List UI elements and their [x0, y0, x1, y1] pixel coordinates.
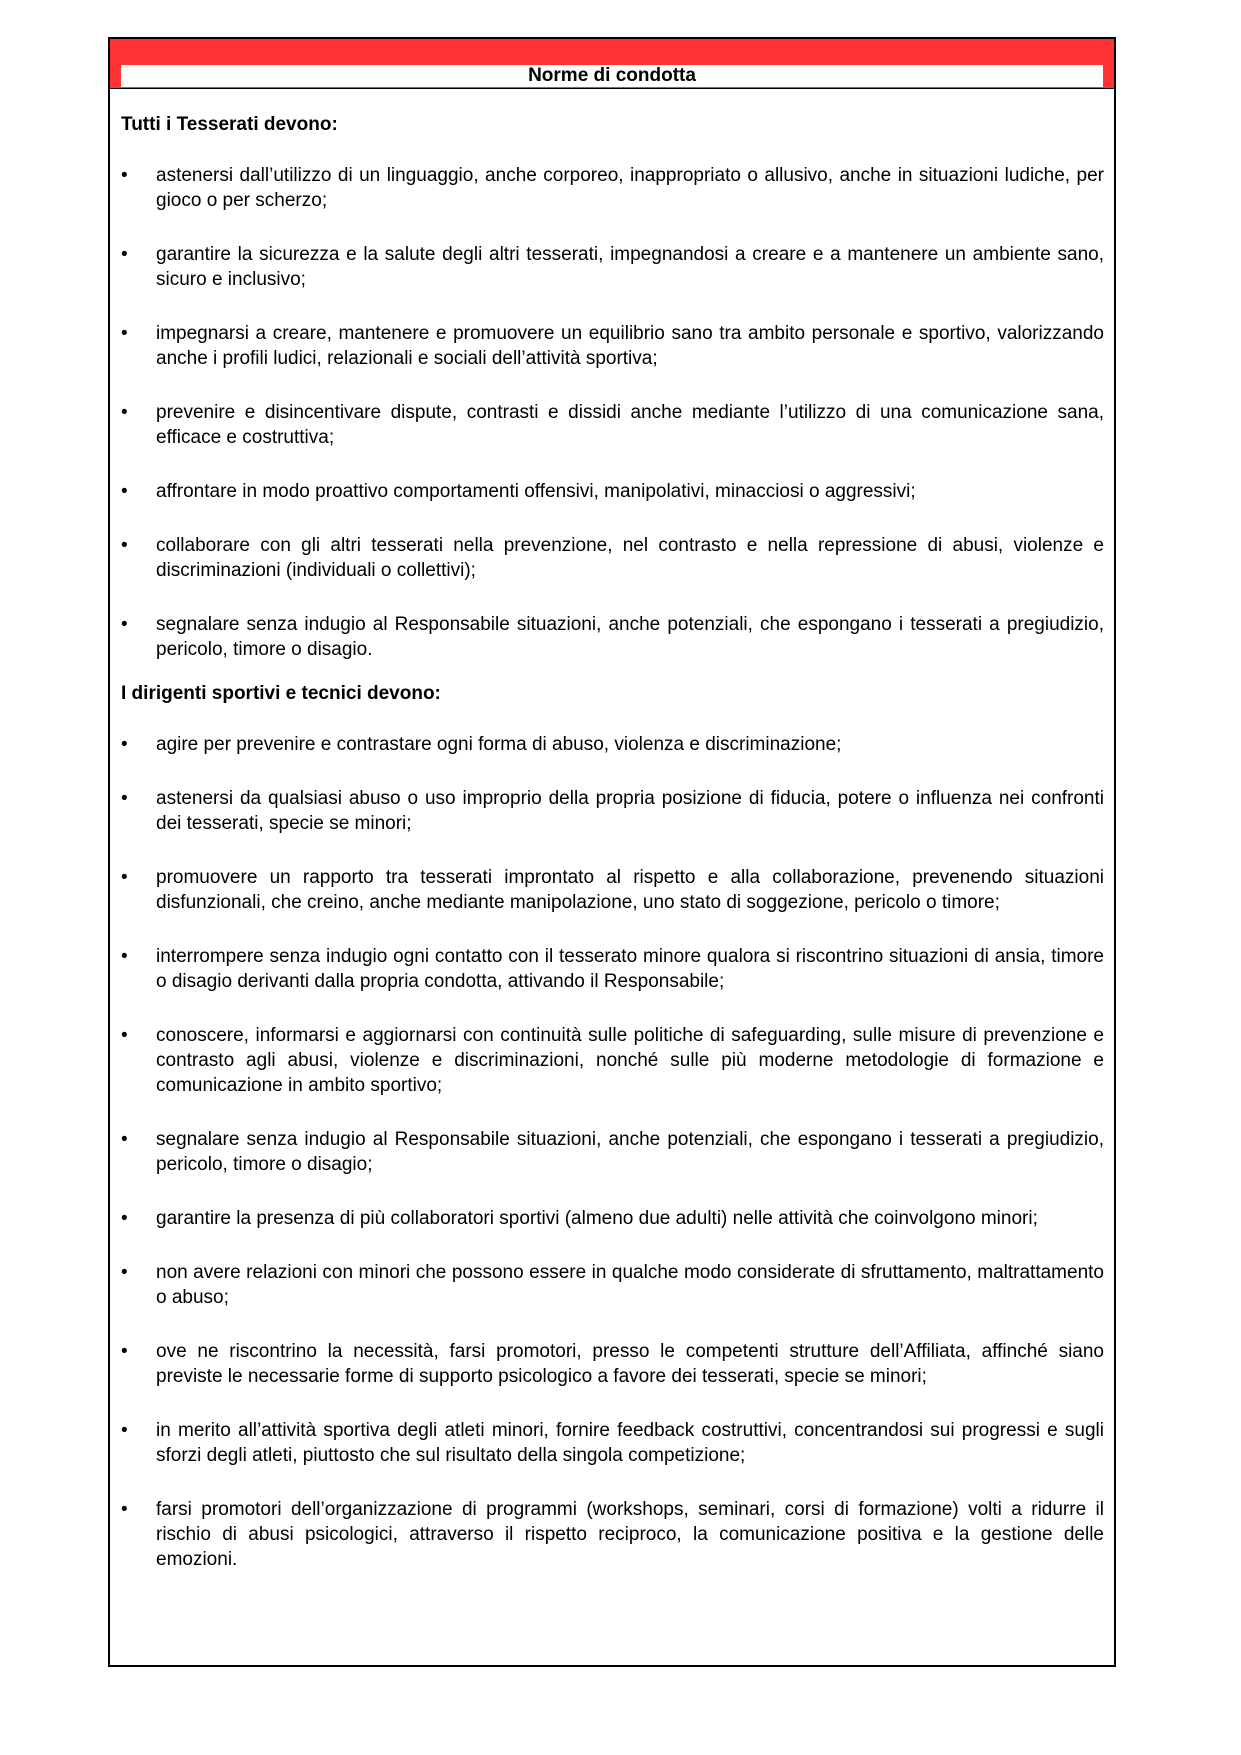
list-item-text: agire per prevenire e contrastare ogni forma di abuso, violenza e discriminazione;: [156, 734, 842, 755]
section-heading-tesserati: Tutti i Tesserati devono:: [121, 114, 338, 135]
list-item-text: prevenire e disincentivare dispute, contrasti e dissidi anche mediante l’utilizzo di una comunicazione sana, efficace e costruttiva;: [156, 402, 1104, 448]
bullet-icon: •: [121, 1262, 128, 1283]
section-title: Norme di condotta: [121, 65, 1103, 87]
list-item: [121, 944, 1104, 994]
list-item-text: non avere relazioni con minori che possono essere in qualche modo considerate di sfruttamento, maltrattamento o abuso;: [156, 1262, 1104, 1308]
list-item: [121, 1206, 1104, 1231]
rules-list-dirigenti: [121, 732, 1104, 1572]
bullet-icon: •: [121, 1129, 128, 1150]
bullet-icon: •: [121, 946, 128, 967]
list-item: [121, 479, 1104, 504]
list-item: [121, 865, 1104, 915]
list-item: [121, 1260, 1104, 1310]
list-item: [121, 1127, 1104, 1177]
list-item: [121, 1023, 1104, 1098]
bullet-icon: •: [121, 323, 128, 344]
list-item-text: conoscere, informarsi e aggiornarsi con continuità sulle politiche di safeguarding, sulle misure di prevenzione e contrasto agli abusi, violenze e discriminazioni, nonché sulle più moderne metodologie di formazione e comunicazione in ambito sportivo;: [156, 1025, 1104, 1096]
list-item-text: farsi promotori dell’organizzazione di programmi (workshops, seminari, corsi di formazione) volti a ridurre il rischio di abusi psicologici, attraverso il rispetto reciproco, la comunicazione positiva e la gestione delle emozioni.: [156, 1499, 1104, 1570]
list-item-text: promuovere un rapporto tra tesserati improntato al rispetto e alla collaborazione, prevenendo situazioni disfunzionali, che creino, anche mediante manipolazione, uno stato di soggezione, pericolo o timore;: [156, 867, 1104, 913]
bullet-icon: •: [121, 244, 128, 265]
bullet-icon: •: [121, 614, 128, 635]
list-item-text: garantire la sicurezza e la salute degli altri tesserati, impegnandosi a creare e a mantenere un ambiente sano, sicuro e inclusivo;: [156, 244, 1104, 290]
bullet-icon: •: [121, 867, 128, 888]
list-item-text: collaborare con gli altri tesserati nella prevenzione, nel contrasto e nella repressione di abusi, violenze e discriminazioni (individuali o collettivi);: [156, 535, 1104, 581]
list-item-text: impegnarsi a creare, mantenere e promuovere un equilibrio sano tra ambito personale e sportivo, valorizzando anche i profili ludici, relazionali e sociali dell’attività sportiva;: [156, 323, 1104, 369]
list-item-text: segnalare senza indugio al Responsabile situazioni, anche potenziali, che espongano i tesserati a pregiudizio, pericolo, timore o disagio.: [156, 614, 1104, 660]
bullet-icon: •: [121, 1341, 128, 1362]
list-item-text: segnalare senza indugio al Responsabile situazioni, anche potenziali, che espongano i tesserati a pregiudizio, pericolo, timore o disagio;: [156, 1129, 1104, 1175]
bullet-icon: •: [121, 1025, 128, 1046]
list-item: [121, 732, 1104, 757]
bullet-icon: •: [121, 734, 128, 755]
list-item: [121, 1418, 1104, 1468]
content-area: [121, 113, 1104, 1572]
list-item: [121, 1339, 1104, 1389]
bullet-icon: •: [121, 1208, 128, 1229]
bullet-icon: •: [121, 165, 128, 186]
header-band: [110, 39, 1114, 89]
bullet-icon: •: [121, 1420, 128, 1441]
list-item-text: affrontare in modo proattivo comportamenti offensivi, manipolativi, minacciosi o aggressivi;: [156, 481, 916, 502]
bullet-icon: •: [121, 788, 128, 809]
list-item-text: astenersi da qualsiasi abuso o uso improprio della propria posizione di fiducia, potere o influenza nei confronti dei tesserati, specie se minori;: [156, 788, 1104, 834]
bullet-icon: •: [121, 402, 128, 423]
list-item-text: interrompere senza indugio ogni contatto con il tesserato minore qualora si riscontrino situazioni di ansia, timore o disagio derivanti dalla propria condotta, attivando il Responsabile;: [156, 946, 1104, 992]
list-item: [121, 400, 1104, 450]
list-item-text: in merito all’attività sportiva degli atleti minori, fornire feedback costruttivi, concentrandosi sui progressi e sugli sforzi degli atleti, piuttosto che sul risultato della singola competizione;: [156, 1420, 1104, 1466]
rules-list-tesserati: [121, 163, 1104, 662]
bullet-icon: •: [121, 1499, 128, 1520]
section-heading-dirigenti: I dirigenti sportivi e tecnici devono:: [121, 683, 441, 704]
bullet-icon: •: [121, 481, 128, 502]
list-item-text: ove ne riscontrino la necessità, farsi promotori, presso le competenti strutture dell’Affiliata, affinché siano previste le necessarie forme di supporto psicologico a favore dei tesserati, specie se minori;: [156, 1341, 1104, 1387]
list-item: [121, 786, 1104, 836]
list-item: [121, 533, 1104, 583]
list-item-text: astenersi dall’utilizzo di un linguaggio, anche corporeo, inappropriato o allusivo, anche in situazioni ludiche, per gioco o per scherzo;: [156, 165, 1104, 211]
list-item: [121, 612, 1104, 662]
conduct-rules-box: [108, 37, 1116, 1667]
list-item: [121, 163, 1104, 213]
bullet-icon: •: [121, 535, 128, 556]
list-item-text: garantire la presenza di più collaboratori sportivi (almeno due adulti) nelle attività che coinvolgono minori;: [156, 1208, 1038, 1229]
list-item: [121, 321, 1104, 371]
list-item: [121, 1497, 1104, 1572]
list-item: [121, 242, 1104, 292]
